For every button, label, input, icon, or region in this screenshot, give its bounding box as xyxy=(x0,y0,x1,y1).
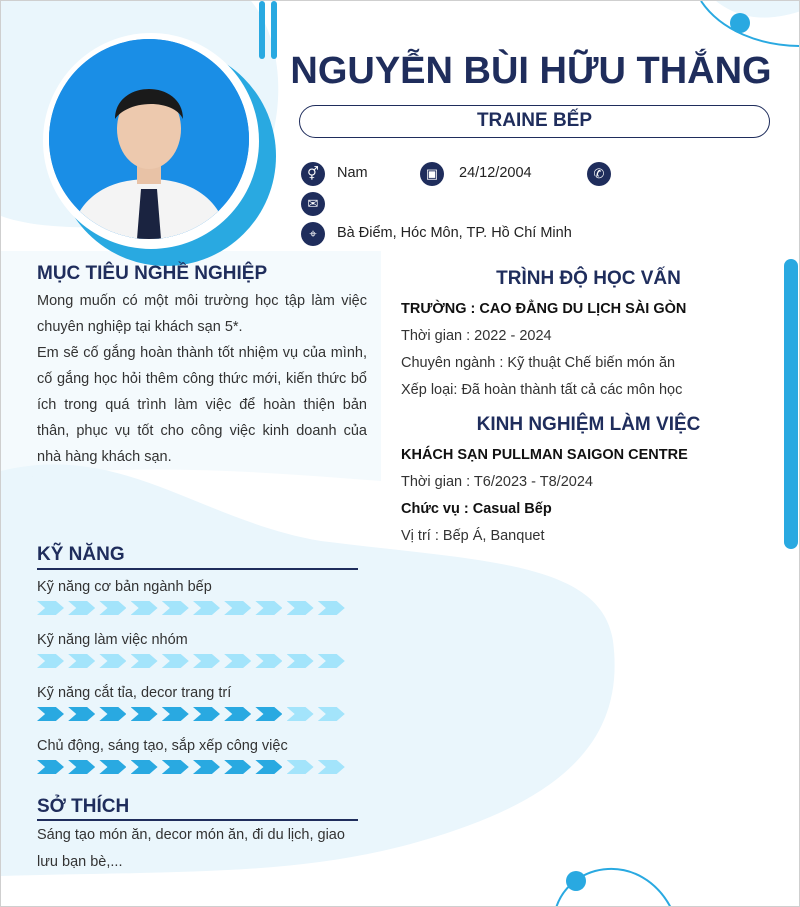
position-title: TRAINE BẾP xyxy=(299,105,770,138)
calendar-icon: ▣ xyxy=(420,162,444,186)
education-school: TRƯỜNG : CAO ĐẲNG DU LỊCH SÀI GÒN xyxy=(401,301,687,317)
skill-label: Chủ động, sáng tạo, sắp xếp công việc xyxy=(37,738,288,754)
experience-heading: KINH NGHIỆM LÀM VIỆC xyxy=(476,414,701,435)
skill-label: Kỹ năng cơ bản ngành bếp xyxy=(37,579,212,595)
education-major: Chuyên ngành : Kỹ thuật Chế biến món ăn xyxy=(401,355,676,371)
gender-icon: ⚥ xyxy=(301,162,325,186)
education-heading: TRÌNH ĐỘ HỌC VẤN xyxy=(496,268,681,289)
experience-company: KHÁCH SẠN PULLMAN SAIGON CENTRE xyxy=(401,447,688,463)
education-time: Thời gian : 2022 - 2024 xyxy=(401,328,552,344)
objective-heading: MỤC TIÊU NGHỀ NGHIỆP xyxy=(37,263,268,284)
skills-heading: KỸ NĂNG xyxy=(37,544,125,565)
address-value: Bà Điểm, Hóc Môn, TP. Hồ Chí Minh xyxy=(337,225,572,241)
location-icon: ⌖ xyxy=(301,222,325,246)
experience-time: Thời gian : T6/2023 - T8/2024 xyxy=(401,474,593,490)
experience-details xyxy=(401,442,781,550)
gender-value: Nam xyxy=(337,165,368,181)
experience-role: Chức vụ : Casual Bếp xyxy=(401,501,552,517)
skill-label: Kỹ năng làm việc nhóm xyxy=(37,632,188,648)
objective-paragraph: Em sẽ cố gắng hoàn thành tốt nhiệm vụ của mình, cố gắng học hỏi thêm công thức mới, kiến thức bổ ích trong quá trình làm việc để hoàn thiện bản thân, phục vụ tốt cho công việc kinh doanh của nhà hàng khách sạn. xyxy=(37,345,367,465)
objective-paragraph: Mong muốn có một môi trường học tập làm việc chuyên nghiệp tại khách sạn 5*. xyxy=(37,293,367,335)
skills-divider xyxy=(37,568,358,570)
skill-label: Kỹ năng cắt tỉa, decor trang trí xyxy=(37,685,232,701)
phone-icon: ✆ xyxy=(587,162,611,186)
birthday-value: 24/12/2004 xyxy=(459,165,532,181)
hobbies-text: Sáng tạo món ăn, decor món ăn, đi du lịch, giao lưu bạn bè,... xyxy=(37,827,345,870)
hobbies-divider xyxy=(37,819,358,821)
candidate-name: NGUYỄN BÙI HỮU THẮNG xyxy=(290,50,772,92)
experience-location: Vị trí : Bếp Á, Banquet xyxy=(401,528,545,544)
objective-text xyxy=(37,288,367,470)
education-grade: Xếp loại: Đã hoàn thành tất cả các môn học xyxy=(401,382,683,398)
hobbies-heading: SỞ THÍCH xyxy=(37,796,130,817)
education-details xyxy=(401,296,781,404)
profile-photo xyxy=(49,39,249,239)
email-icon: ✉ xyxy=(301,192,325,216)
